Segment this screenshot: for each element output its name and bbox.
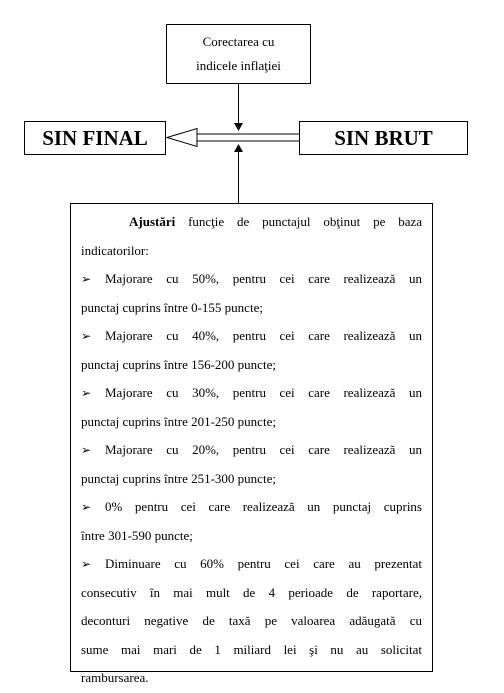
last-item-line5: rambursarea. — [81, 670, 149, 685]
adjustments-intro-line2: indicatorilor: — [81, 242, 149, 258]
adjustments-intro-bold: Ajustări — [129, 214, 176, 229]
adjustments-intro-rest: funcţie de punctajul obţinut pe baza — [175, 214, 422, 229]
last-item-line2: consecutiv în mai mult de 4 perioade de raportare, — [81, 584, 422, 600]
inflation-arrowhead — [234, 123, 243, 131]
last-item-line1: Diminuare cu 60% pentru cei care au prezentat — [105, 556, 422, 571]
adjustment-item-line1: 0% pentru cei care realizează un punctaj cuprins — [105, 499, 422, 514]
last-item-line3: deconturi negative de taxă pe valoarea adăugată cu — [81, 613, 422, 628]
adjustment-item-line2: punctaj cuprins între 156-200 puncte; — [81, 356, 276, 372]
bullet-arrow-icon: ➢ — [81, 500, 92, 514]
adjustment-item-line2: între 301-590 puncte; — [81, 527, 193, 543]
adjustment-item-line1: Majorare cu 50%, pentru cei care realizează un — [105, 271, 422, 286]
adjustment-item — [81, 493, 422, 522]
adjustment-item — [81, 322, 422, 351]
adjustment-item-last — [81, 550, 422, 579]
inflation-correction-box — [166, 24, 311, 84]
last-item-line4: sume mai mari de 1 miliard lei şi nu au solicitat — [81, 641, 422, 657]
adjustment-item-line1: Majorare cu 20%, pentru cei care realizează un — [105, 442, 422, 457]
bullet-arrow-icon: ➢ — [81, 443, 92, 457]
sin-brut-box: SIN BRUT — [299, 121, 468, 155]
adjustment-item-line1: Majorare cu 30%, pentru cei care realizează un — [105, 385, 422, 400]
adjustment-item-line2: punctaj cuprins între 0-155 puncte; — [81, 299, 263, 315]
sin-final-box: SIN FINAL — [24, 121, 166, 155]
adjust-arrowhead — [234, 144, 243, 152]
adjustment-item — [81, 379, 422, 408]
adjustment-item-line2: punctaj cuprins între 201-250 puncte; — [81, 413, 276, 429]
bullet-arrow-icon: ➢ — [81, 386, 92, 400]
main-hollow-arrowhead — [167, 129, 197, 147]
inflation-line-1: Corectarea cu — [202, 34, 275, 49]
adjustment-item-line1: Majorare cu 40%, pentru cei care realizează un — [105, 328, 422, 343]
adjustments-intro — [81, 208, 422, 237]
bullet-arrow-icon: ➢ — [81, 272, 92, 286]
inflation-line-2: indicele inflaţiei — [196, 58, 281, 73]
adjustment-item — [81, 265, 422, 294]
bullet-arrow-icon: ➢ — [81, 329, 92, 343]
adjustment-item — [81, 436, 422, 465]
adjustment-item-line2: punctaj cuprins între 251-300 puncte; — [81, 470, 276, 486]
bullet-arrow-icon: ➢ — [81, 557, 92, 571]
adjustments-box — [70, 203, 433, 685]
